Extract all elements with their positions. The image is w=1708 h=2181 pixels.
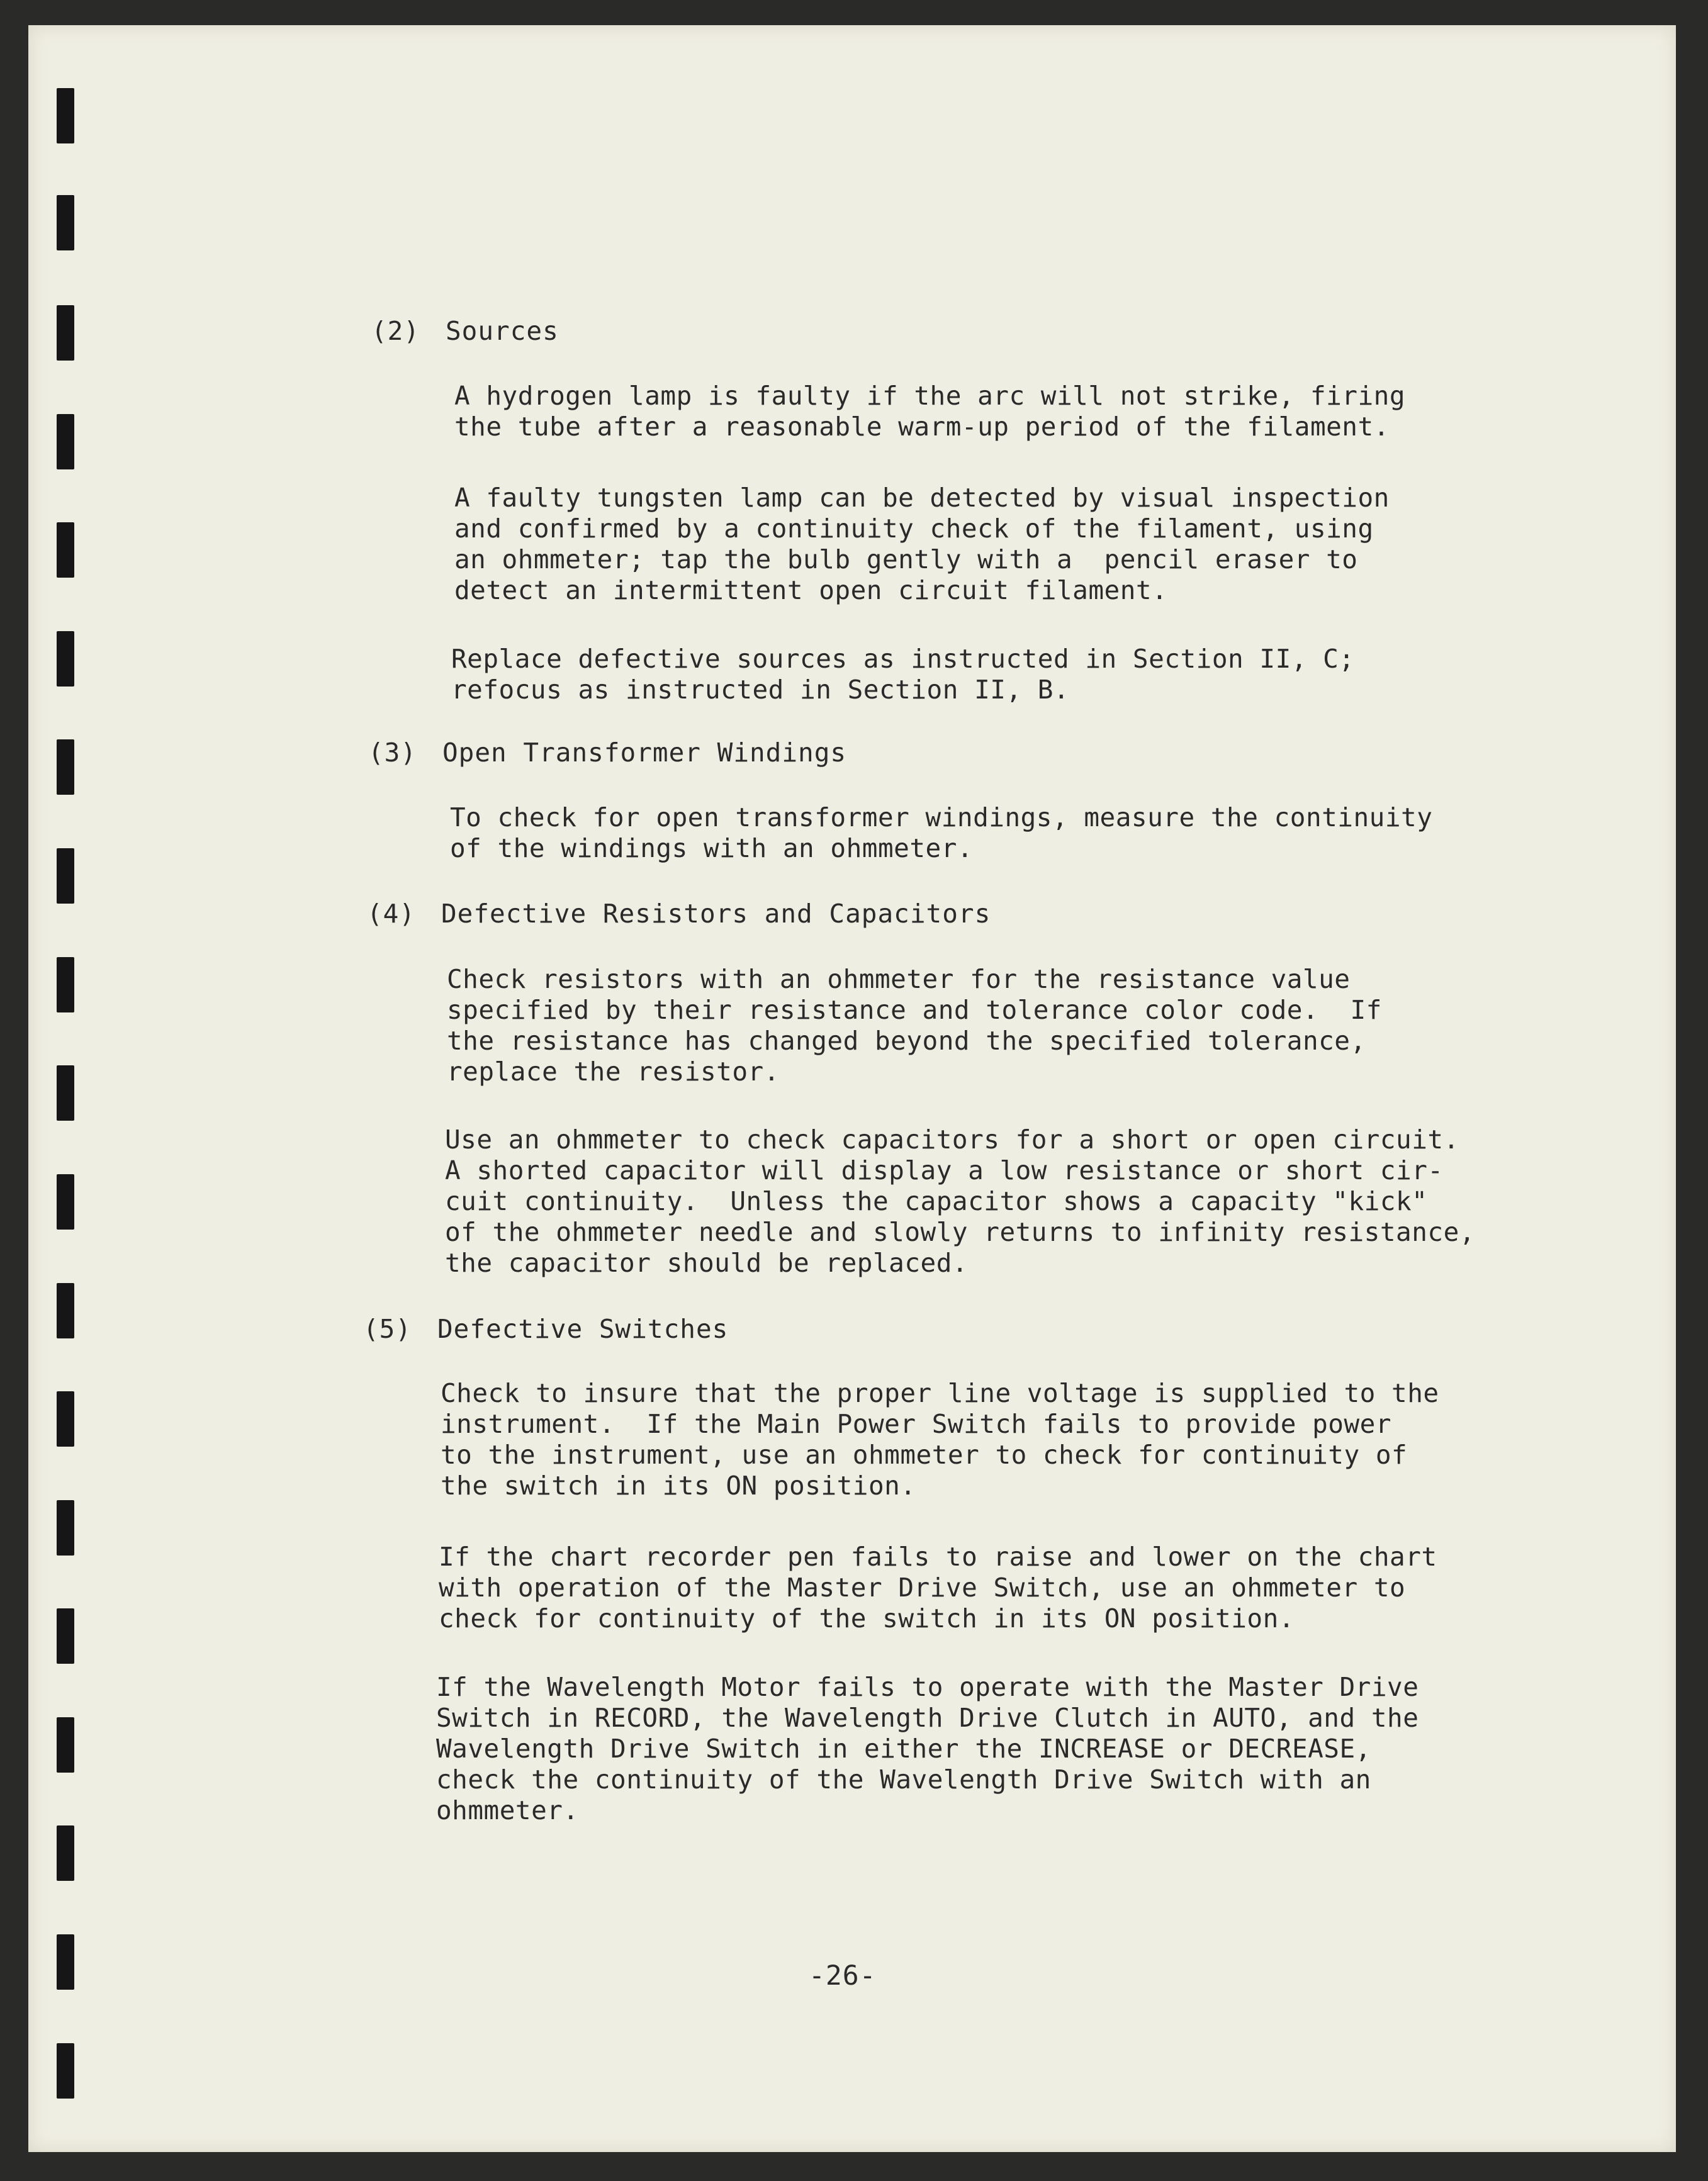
section-heading: [371, 316, 559, 346]
section-number: (4): [367, 899, 416, 929]
section-number: (5): [363, 1314, 412, 1344]
paragraph: If the Wavelength Motor fails to operate with the Master Drive Switch in RECORD, the Wavelength Drive Clutch in AUTO, and the Wavelength Drive Switch in either the INCREASE or DECREASE, check the continuity of the Wavelength Drive Switch with an ohmmeter.: [436, 1672, 1419, 1825]
section-heading: [363, 1314, 728, 1344]
section-number: (2): [371, 316, 420, 346]
paragraph: A faulty tungsten lamp can be detected by visual inspection and confirmed by a continuity check of the filament, using an ohmmeter; tap the bulb gently with a pencil eraser to detect an intermittent open circuit filament.: [454, 483, 1390, 605]
paragraph: Check to insure that the proper line voltage is supplied to the instrument. If the Main Power Switch fails to provide power to the instrument, use an ohmmeter to check for continuity of the switch in its ON position.: [441, 1378, 1439, 1501]
section-heading: [367, 899, 991, 929]
section-title: Open Transformer Windings: [442, 737, 847, 768]
paragraph: A hydrogen lamp is faulty if the arc will not strike, firing the tube after a reasonable warm-up period of the filament.: [454, 381, 1406, 442]
section-heading: [368, 737, 846, 768]
section-title: Sources: [446, 316, 559, 346]
paragraph: Use an ohmmeter to check capacitors for a short or open circuit. A shorted capacitor will display a low resistance or short cir- cuit continuity. Unless the capacitor shows a capacity "kick" of the ohmmeter needle and slowly returns to infinity resistance, the capacitor should be replaced.: [445, 1124, 1475, 1278]
paragraph: If the chart recorder pen fails to raise and lower on the chart with operation of the Master Drive Switch, use an ohmmeter to check for continuity of the switch in its ON position.: [439, 1542, 1437, 1634]
section-title: Defective Resistors and Capacitors: [441, 899, 991, 929]
document-content: [28, 25, 1676, 2152]
paragraph: Check resistors with an ohmmeter for the resistance value specified by their resistance and tolerance color code. If the resistance has changed beyond the specified tolerance, replace the resistor.: [447, 964, 1382, 1087]
document-page: [28, 25, 1676, 2152]
paragraph: To check for open transformer windings, measure the continuity of the windings with an ohmmeter.: [450, 802, 1433, 863]
section-number: (3): [368, 737, 417, 768]
section-title: Defective Switches: [437, 1314, 729, 1344]
paragraph: Replace defective sources as instructed in Section II, C; refocus as instructed in Section II, B.: [451, 644, 1355, 705]
page-number: -26-: [809, 1960, 877, 1992]
